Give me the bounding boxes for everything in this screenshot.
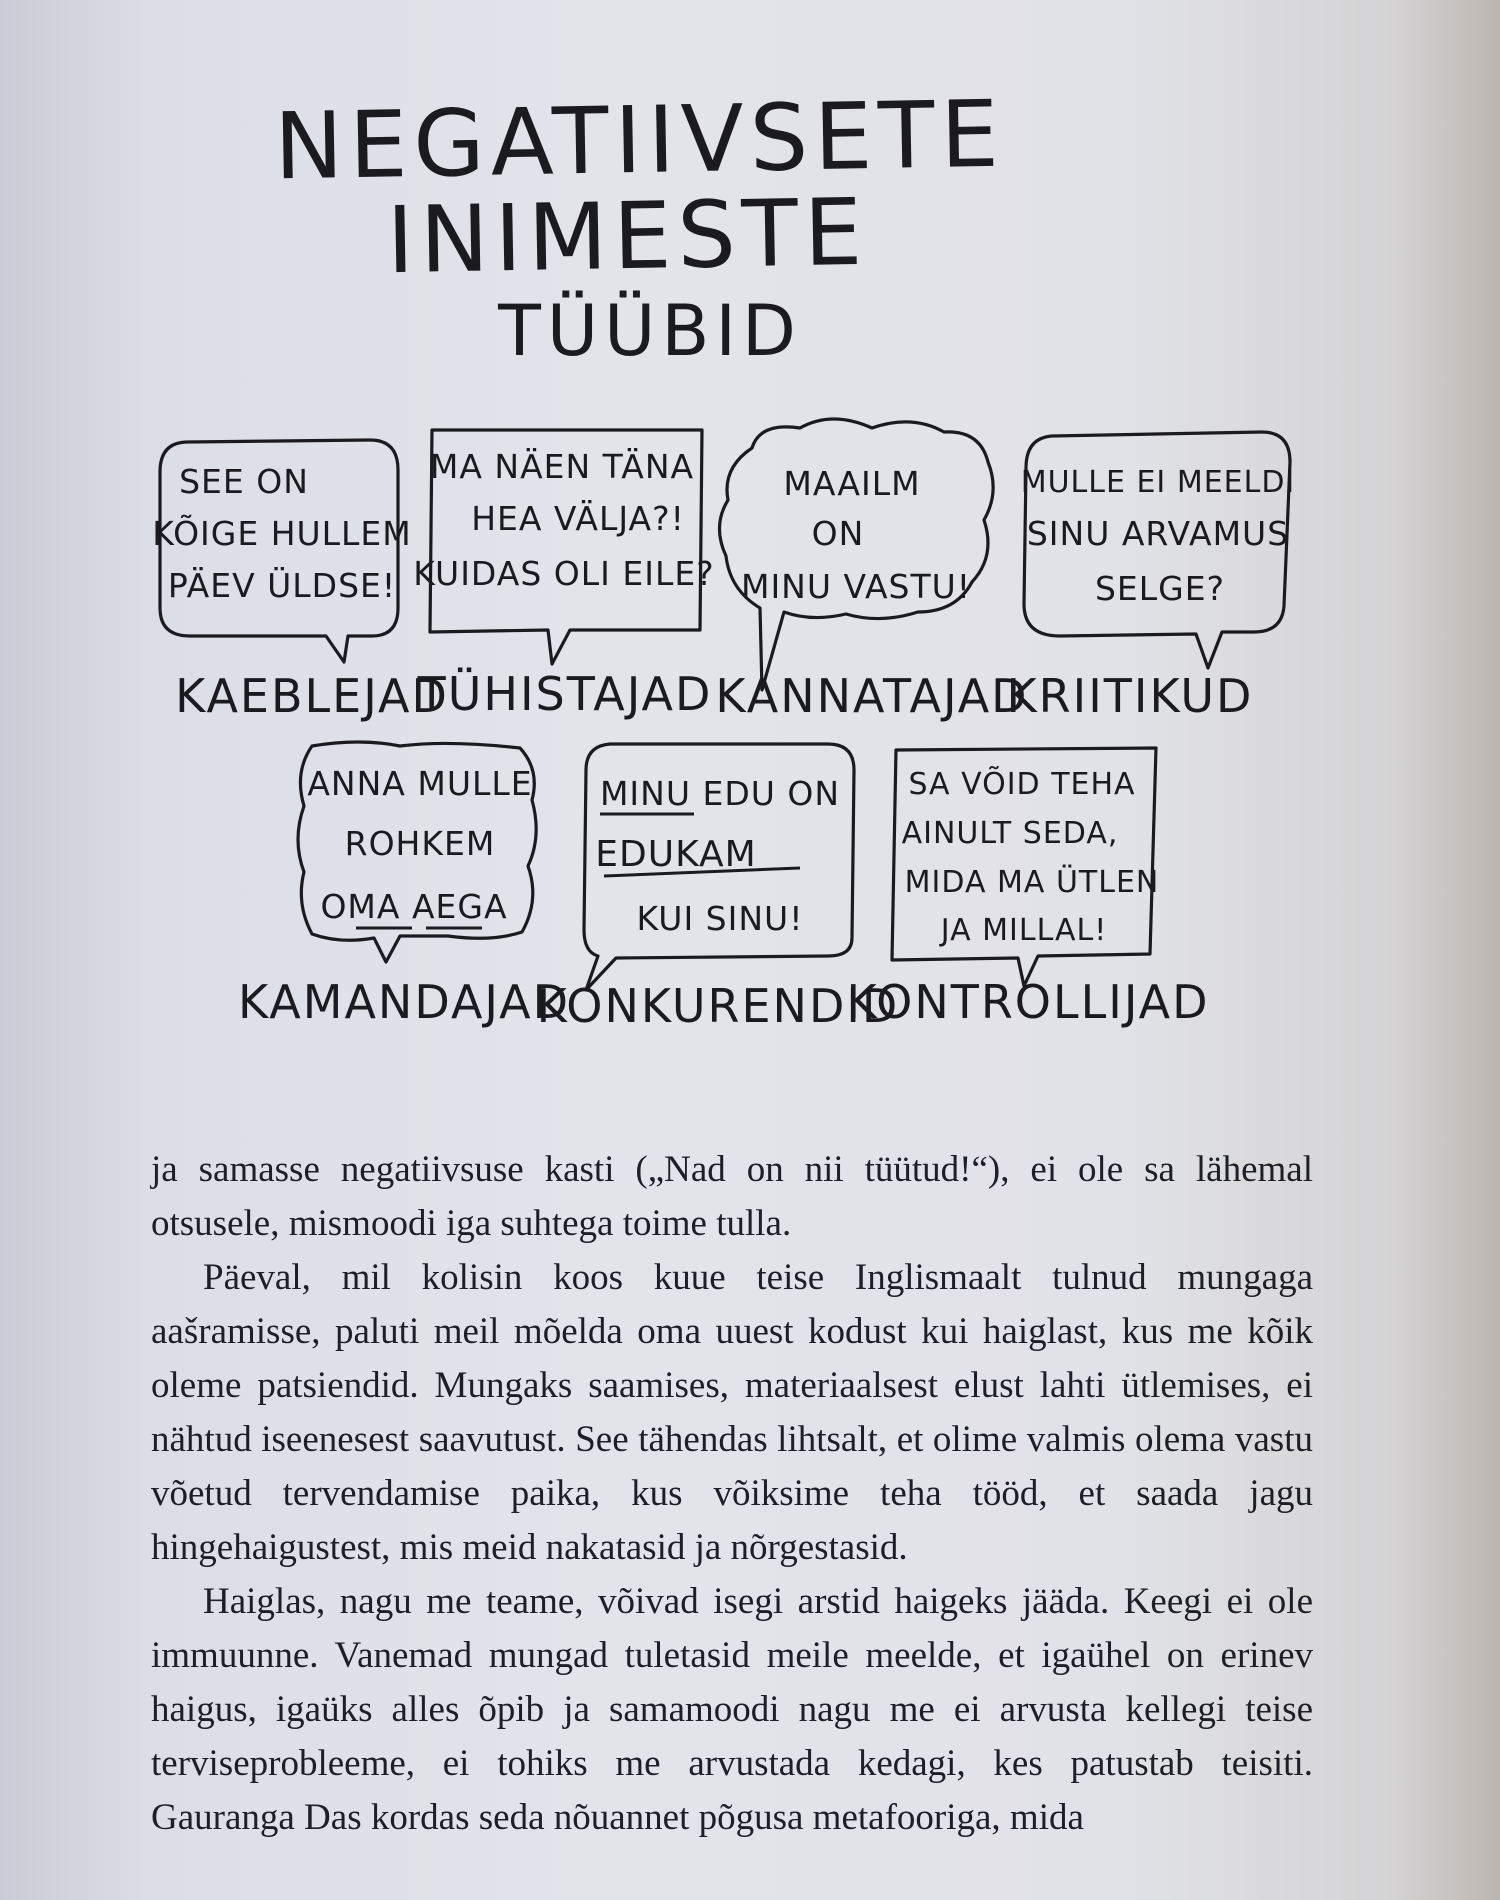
- svg-text:MIDA MA ÜTLEN: MIDA MA ÜTLEN: [904, 865, 1160, 900]
- svg-text:ON: ON: [811, 514, 865, 553]
- speech-bubble-kontrollijad: [892, 748, 1159, 986]
- svg-text:KÕIGE HULLEM: KÕIGE HULLEM: [152, 514, 412, 553]
- svg-text:KUI SINU!: KUI SINU!: [636, 899, 804, 938]
- body-paragraph-1: ja samasse negatiivsuse kasti („Nad on nii tüütud!“), ei ole sa lähemal otsusele, mismoodi iga suhtega toime tulla.: [151, 1149, 1313, 1244]
- illustration-title-line-1: NEGATIIVSETE: [273, 80, 1006, 201]
- type-label-konkurendid: KONKURENDID: [536, 979, 900, 1033]
- body-paragraph-2: Päeval, mil kolisin koos kuue teise Inglismaalt tulnud mungaga aašramisse, paluti meil mõelda oma uuest kodust kui haiglast, kus me kõik oleme patsiendid. Mungaks saamises, materiaalsest elust lahti ütlemises, ei nähtud iseenesest saavutust. See tähendas lihtsalt, et olime valmis olema vastu võetud tervendamise paika, kus võiksime teha tööd, et saada jagu hingehaigustest, mis meid nakatasid ja nõrgestasid.: [151, 1257, 1313, 1568]
- svg-text:SELGE?: SELGE?: [1094, 569, 1226, 608]
- speech-bubble-kriitikud: [1021, 432, 1296, 668]
- svg-text:PÄEV ÜLDSE!: PÄEV ÜLDSE!: [167, 566, 397, 605]
- illustration-title-line-3: TÜÜBID: [498, 290, 802, 372]
- body-paragraph-3: Haiglas, nagu me teame, võivad isegi arstid haigeks jääda. Keegi ei ole immuunne. Vanemad mungad tuletasid meile meelde, et igaühel on erinev haigus, igaüks alles õpib ja samamoodi nagu me ei arvusta kellegi teise terviseprobleeme, ei tohiks me arvustada kedagi, kes patustab teisiti. Gauranga Das kordas seda nõuannet põgusa metafooriga, mida: [151, 1581, 1313, 1838]
- speech-bubble-konkurendid: [584, 744, 854, 990]
- svg-text:MAAILM: MAAILM: [783, 464, 921, 503]
- svg-text:OMA AEGA: OMA AEGA: [320, 887, 508, 926]
- svg-text:SA VÕID TEHA: SA VÕID TEHA: [908, 767, 1136, 802]
- body-text: [151, 1143, 1313, 1845]
- type-label-kontrollijad: KONTROLLIJAD: [846, 975, 1210, 1029]
- svg-text:MINU EDU ON: MINU EDU ON: [599, 774, 841, 813]
- type-label-kaeblejad: KAEBLEJAD: [175, 669, 449, 723]
- speech-bubble-kannatajad: [719, 419, 993, 690]
- svg-text:EDUKAM: EDUKAM: [595, 834, 757, 875]
- svg-text:ANNA MULLE: ANNA MULLE: [307, 764, 533, 803]
- speech-bubble-kaeblejad: [152, 440, 412, 662]
- type-label-kriitikud: KRIITIKUD: [1006, 669, 1254, 723]
- type-label-tuhistajad: TÜHISTAJAD: [417, 667, 713, 721]
- speech-bubble-kamandajad: [298, 742, 536, 962]
- illustration-title-line-2: INIMESTE: [385, 178, 870, 295]
- svg-text:JA MILLAL!: JA MILLAL!: [940, 913, 1108, 948]
- svg-text:ROHKEM: ROHKEM: [344, 824, 496, 863]
- type-label-kannatajad: KANNATAJAD: [715, 669, 1029, 723]
- speech-bubble-tuhistajad: [413, 430, 714, 664]
- svg-text:MA NÄEN TÄNA: MA NÄEN TÄNA: [429, 447, 695, 486]
- type-label-kamandajad: KAMANDAJAD: [237, 975, 571, 1029]
- svg-text:MINU VASTU!: MINU VASTU!: [740, 567, 972, 606]
- svg-text:SINU ARVAMUS: SINU ARVAMUS: [1026, 514, 1290, 553]
- svg-text:HEA VÄLJA?!: HEA VÄLJA?!: [471, 499, 685, 538]
- svg-text:KUIDAS OLI EILE?: KUIDAS OLI EILE?: [413, 554, 715, 593]
- svg-text:AINULT SEDA,: AINULT SEDA,: [901, 816, 1119, 851]
- svg-text:MULLE EI MEELDI: MULLE EI MEELDI: [1020, 465, 1296, 500]
- svg-text:SEE ON: SEE ON: [179, 462, 309, 501]
